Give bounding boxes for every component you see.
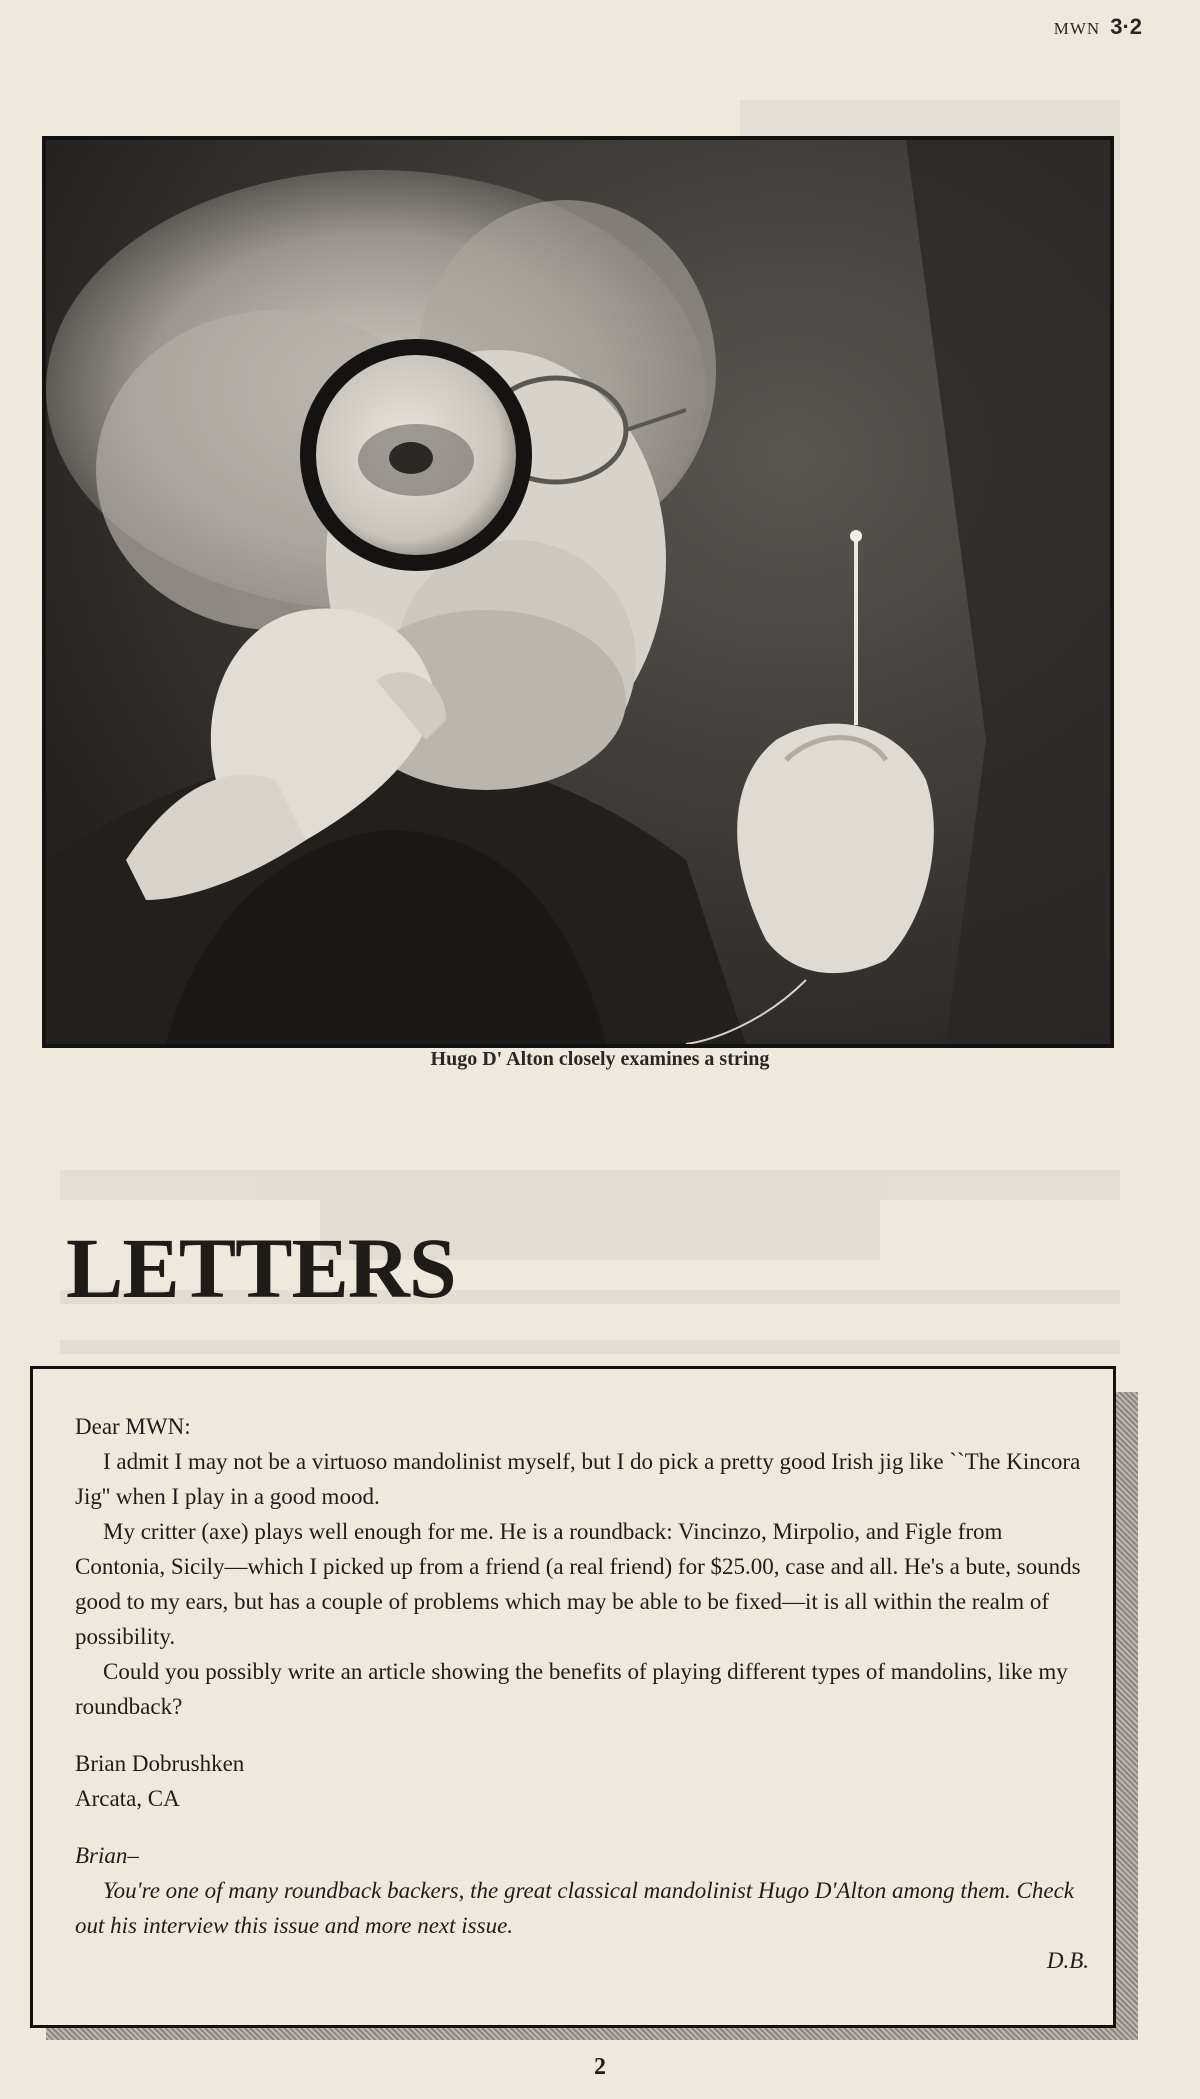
signature-name: Brian Dobrushken	[75, 1751, 245, 1776]
issue-header	[1054, 14, 1142, 40]
letter-paragraph: Could you possibly write an article showing the benefits of playing different types of mandolins, like my roundback?	[75, 1659, 1068, 1719]
spacer	[75, 1816, 1089, 1838]
photo-caption: Hugo D' Alton closely examines a string	[430, 1048, 770, 1070]
reply-body: You're one of many roundback backers, the great classical mandolinist Hugo D'Alton among them. Check out his interview this issue and more next issue.	[75, 1878, 1075, 1938]
reply-initials: D.B.	[1046, 1948, 1089, 1973]
signature-location: Arcata, CA	[75, 1786, 180, 1811]
publication-name: MWN	[1053, 19, 1101, 38]
section-title: LETTERS	[66, 1220, 456, 1316]
photo-illustration	[46, 140, 1110, 1044]
spacer	[75, 1724, 1089, 1746]
letter-box	[30, 1366, 1116, 2028]
photo	[42, 136, 1114, 1048]
issue-number: 3·2	[1110, 14, 1142, 39]
letter-salutation: Dear MWN:	[75, 1414, 191, 1439]
page-number: 2	[594, 2054, 606, 2080]
letter-paragraph: My critter (axe) plays well enough for me. He is a roundback: Vincinzo, Mirpolio, and Figle from Contonia, Sicily—which I picked up from a friend (a real friend) for $25.00, case and all. He's a bute, sounds good to my ears, but has a couple of problems which may be able to be fixed—it is all within the realm of possibility.	[75, 1519, 1081, 1649]
reply-salutation: Brian–	[75, 1843, 139, 1868]
letter-paragraph: I admit I may not be a virtuoso mandolinist myself, but I do pick a pretty good Irish jig like ``The Kincora Jig'' when I play in a good mood.	[75, 1449, 1081, 1509]
